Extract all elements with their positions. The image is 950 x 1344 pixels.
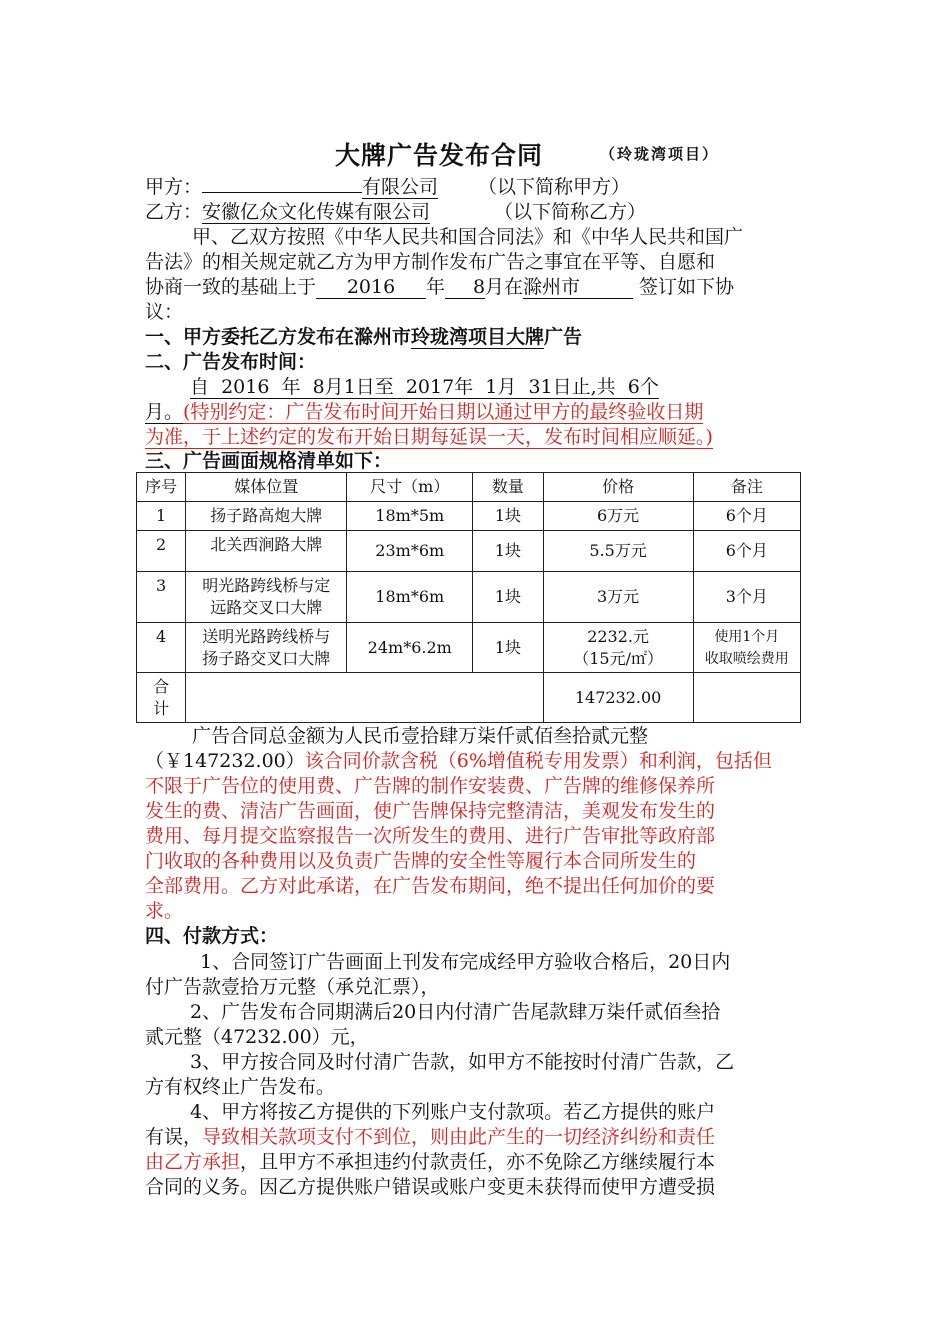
cell-location xyxy=(186,623,347,673)
total-value: 147232.00 xyxy=(543,673,693,723)
intro-city: 滁州市 xyxy=(523,276,633,299)
cell-no: 2 xyxy=(137,531,186,572)
payment-4-liability: 导致相关款项支付不到位，则由此产生的一切经济纠纷和责任 xyxy=(202,1126,716,1148)
cell-location: 扬子路高炮大牌 xyxy=(186,502,347,531)
intro-year: 2016 xyxy=(316,276,426,299)
payment-2-line-1: 2、广告发布合同期满后20日内付清广告尾款肆万柒仟贰佰叁拾 xyxy=(190,1001,721,1023)
cell-note: 6个月 xyxy=(693,502,800,531)
intro-line-2: 告法》的相关规定就乙方为甲方制作发布广告之事宜在平等、自愿和 xyxy=(145,251,716,273)
table-row xyxy=(137,531,801,572)
party-b-alias: （以下简称乙方） xyxy=(494,201,647,223)
cell-qty: 1块 xyxy=(473,502,543,531)
cell-price-line-1: 2232.元 xyxy=(587,626,649,646)
total-label-line-2: 计 xyxy=(153,698,170,718)
cell-no: 1 xyxy=(137,502,186,531)
cell-qty: 1块 xyxy=(473,572,543,623)
section-2-line-3 xyxy=(145,425,810,450)
intro-year-unit: 年 xyxy=(426,276,446,298)
header-location: 媒体位置 xyxy=(186,473,347,502)
cell-location-line-2: 远路交叉口大牌 xyxy=(210,598,323,617)
section-2-line-2 xyxy=(145,400,810,425)
cell-location-line-2: 扬子路交叉口大牌 xyxy=(202,648,331,668)
amount-line-7: 全部费用。乙方对此承诺，在广告发布期间，绝不提出任何加价的要 xyxy=(145,875,716,897)
table-row xyxy=(137,572,801,623)
section-1-suffix: 广告 xyxy=(544,326,583,348)
amount-line-6: 门收取的各种费用以及负责广告牌的安全性等履行本合同所发生的 xyxy=(145,850,697,872)
header-note: 备注 xyxy=(693,473,800,502)
cell-size: 24m*6.2m xyxy=(347,623,473,673)
cell-size: 23m*6m xyxy=(347,531,473,572)
amount-line-5: 费用、每月提交监察报告一次所发生的费用、进行广告审批等政府部 xyxy=(145,825,716,847)
payment-4-obligation: ，且甲方不承担违约付款责任，亦不免除乙方继续履行本 xyxy=(240,1151,716,1173)
cell-qty: 1块 xyxy=(473,623,543,673)
total-note-empty xyxy=(693,673,800,723)
payment-4-line-2 xyxy=(145,1125,810,1150)
payment-4-line-3 xyxy=(145,1150,810,1175)
amount-line-1: 广告合同总金额为人民币壹拾肆万柒仟贰佰叁拾贰元整 xyxy=(192,725,649,747)
intro-line-3 xyxy=(145,275,810,300)
intro-month-unit: 月在 xyxy=(485,276,524,298)
title-row xyxy=(145,136,810,170)
amount-figure: （￥147232.00） xyxy=(145,750,305,772)
section-1-heading xyxy=(145,325,810,350)
header-qty: 数量 xyxy=(473,473,543,502)
cell-qty: 1块 xyxy=(473,531,543,572)
payment-2-line-2: 贰元整（47232.00）元， xyxy=(145,1026,369,1048)
cell-note-line-2: 收取喷绘费用 xyxy=(704,650,789,667)
cell-note: 6个月 xyxy=(693,531,800,572)
cell-note-line-1: 使用1个月 xyxy=(714,628,780,645)
publish-period: 自 2016 年 8月1日至 2017年 1月 31日止,共 6个 xyxy=(190,376,659,398)
party-b-label: 乙方： xyxy=(145,201,203,223)
party-a-company-suffix: 有限公司 xyxy=(362,176,439,198)
payment-3-line-1: 3、甲方按合同及时付清广告款，如甲方不能按时付清广告款，乙 xyxy=(190,1051,735,1073)
table-total-row xyxy=(137,673,801,723)
party-a-alias: （以下简称甲方） xyxy=(478,176,631,198)
intro-line-1: 甲、乙双方按照《中华人民共和国合同法》和《中华人民共和国广 xyxy=(192,226,744,248)
amount-line-2 xyxy=(145,749,810,774)
header-size: 尺寸（m） xyxy=(347,473,473,502)
amount-line-8: 求。 xyxy=(145,900,184,922)
intro-suffix: 签订如下协 xyxy=(639,276,735,298)
table-row xyxy=(137,623,801,673)
cell-location: 北关西涧路大牌 xyxy=(186,531,347,572)
cell-no: 3 xyxy=(137,572,186,623)
payment-1-line-2: 付广告款壹拾万元整（承兑汇票）， xyxy=(145,976,440,998)
total-label-line-1: 合 xyxy=(153,676,170,696)
amount-line-3: 不限于广告位的使用费、广告牌的制作安装费、广告牌的维修保养所 xyxy=(145,775,716,797)
intro-line-4: 议： xyxy=(145,301,184,323)
payment-4-line-4: 合同的义务。因乙方提供账户错误或账户变更未获得而使甲方遭受损 xyxy=(145,1176,716,1198)
section-1-prefix: 一、甲方委托乙方发布在滁州市 xyxy=(145,326,412,348)
document-subtitle: （玲珑湾项目） xyxy=(600,145,720,163)
cell-price: 5.5万元 xyxy=(543,531,693,572)
cell-size: 18m*6m xyxy=(347,572,473,623)
payment-4-error: 有误， xyxy=(145,1126,203,1148)
header-price: 价格 xyxy=(543,473,693,502)
cell-no: 4 xyxy=(137,623,186,673)
section-3-heading: 三、广告画面规格清单如下： xyxy=(145,450,393,472)
cell-location-line-1: 送明光路跨线桥与 xyxy=(202,626,331,646)
intro-prefix: 协商一致的基础上于 xyxy=(145,276,317,298)
spec-table xyxy=(136,472,801,723)
cell-price-line-2: （15元/㎡） xyxy=(573,648,663,668)
amount-line-4: 发生的费、清洁广告画面，使广告牌保持完整清洁，美观发布发生的 xyxy=(145,800,716,822)
special-agreement-2: 为准，于上述约定的发布开始日期每延误一天，发布时间相应顺延。) xyxy=(145,426,713,448)
payment-3-line-2: 方有权终止广告发布。 xyxy=(145,1076,336,1098)
cell-price xyxy=(543,623,693,673)
party-b-line xyxy=(145,200,810,225)
cell-note xyxy=(693,623,800,673)
period-month-tail: 月。 xyxy=(145,401,184,423)
payment-4-line-1: 4、甲方将按乙方提供的下列账户支付款项。若乙方提供的账户 xyxy=(190,1101,716,1123)
party-b-name: 安徽亿众文化传媒有限公司 xyxy=(202,201,431,223)
table-row xyxy=(137,502,801,531)
cell-price: 6万元 xyxy=(543,502,693,531)
payment-1-line-1: 1、合同签订广告画面上刊发布完成经甲方验收合格后，20日内 xyxy=(200,951,731,973)
cell-note: 3个月 xyxy=(693,572,800,623)
special-agreement-1: (特别约定：广告发布时间开始日期以通过甲方的最终验收日期 xyxy=(183,401,704,423)
cell-price: 3万元 xyxy=(543,572,693,623)
amount-tax-note: 该合同价款含税（6%增值税专用发票）和利润，包括但 xyxy=(304,750,772,772)
section-1-project: 玲珑湾项目大牌 xyxy=(411,326,545,348)
section-2-period xyxy=(145,375,855,400)
table-header-row xyxy=(137,473,801,502)
intro-month: 8 xyxy=(445,276,485,299)
cell-location-line-1: 明光路跨线桥与定 xyxy=(202,576,331,595)
section-4-heading: 四、付款方式： xyxy=(145,925,279,947)
party-a-line xyxy=(145,175,810,200)
total-label xyxy=(137,673,186,723)
header-no: 序号 xyxy=(137,473,186,502)
party-a-label: 甲方： xyxy=(145,176,203,198)
payment-4-liability-end: 由乙方承担 xyxy=(145,1151,241,1173)
party-a-blank xyxy=(202,192,362,193)
total-empty-cell xyxy=(186,673,543,723)
cell-size: 18m*5m xyxy=(347,502,473,531)
document-title: 大牌广告发布合同 xyxy=(335,141,544,170)
cell-location xyxy=(186,572,347,623)
section-2-heading: 二、广告发布时间： xyxy=(145,351,317,373)
